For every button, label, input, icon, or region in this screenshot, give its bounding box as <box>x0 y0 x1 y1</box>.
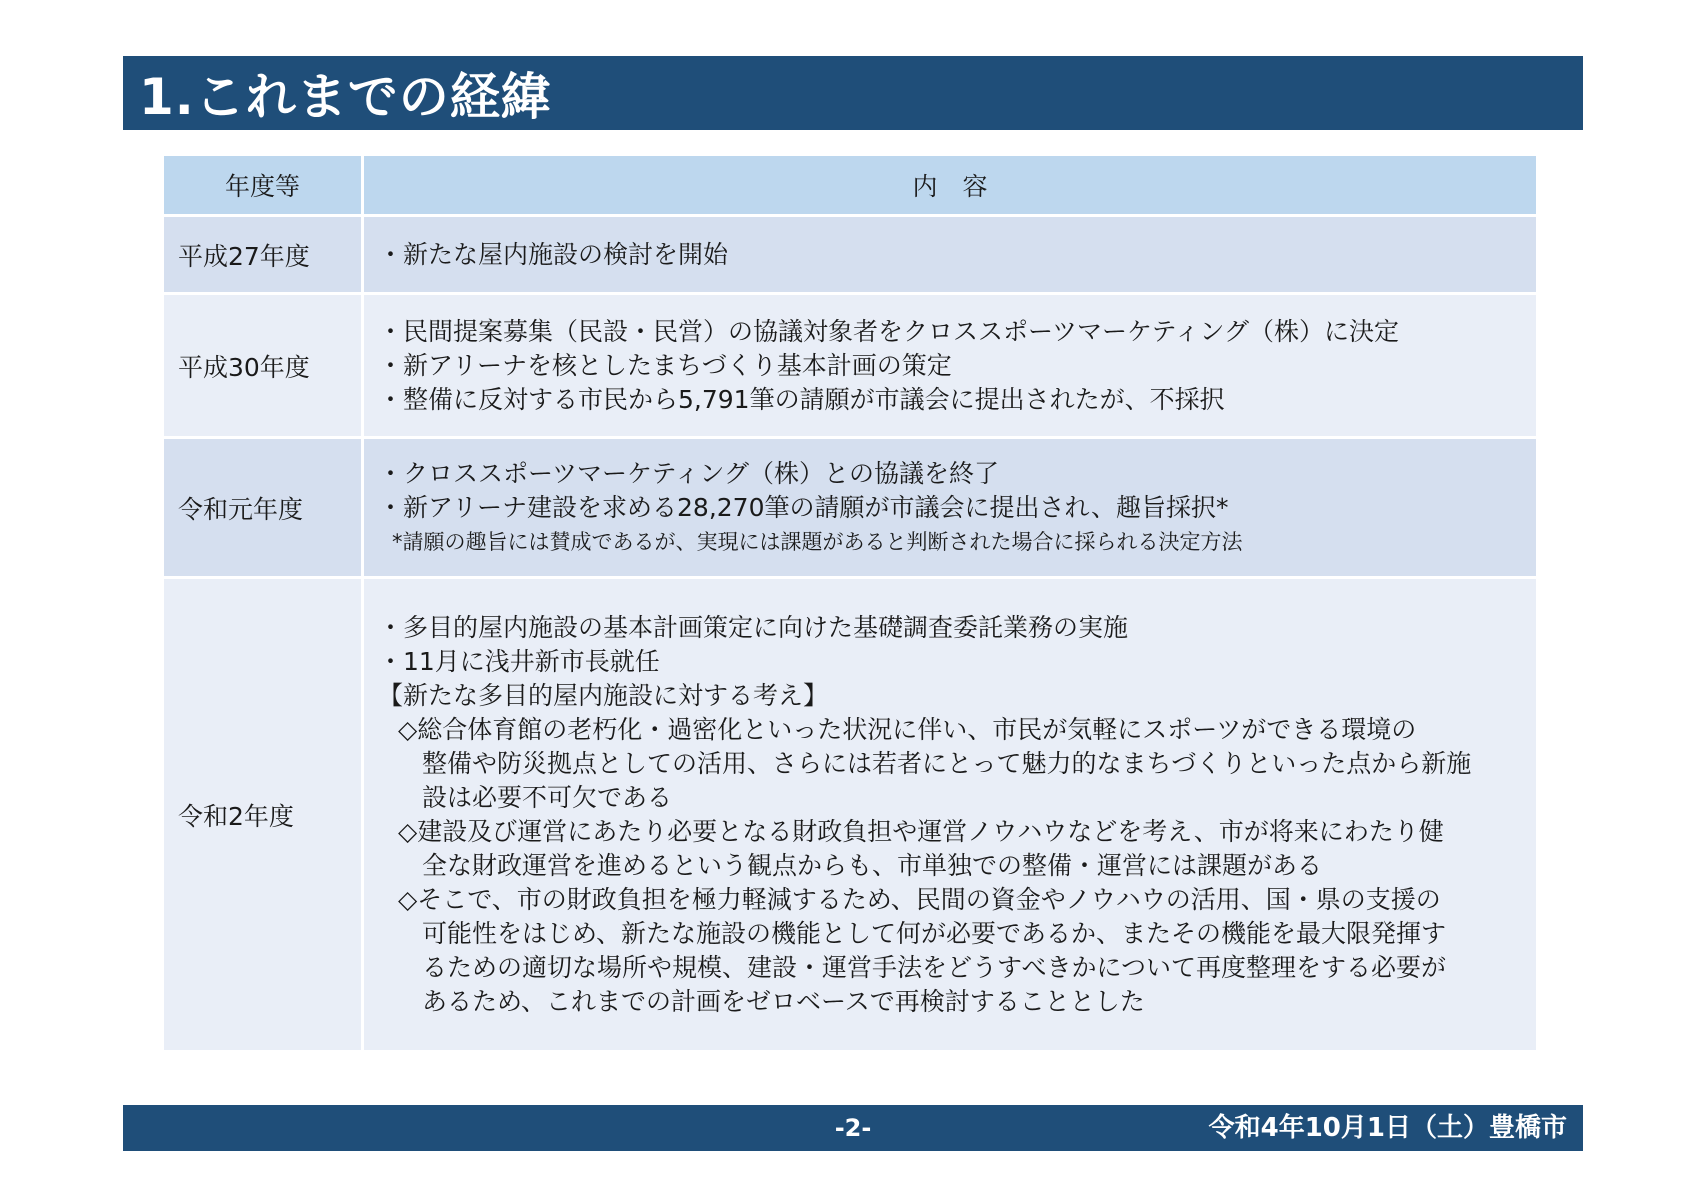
footer-bar <box>123 1105 1583 1151</box>
content-cell <box>363 294 1538 438</box>
year-cell: 令和元年度 <box>163 438 363 578</box>
header-year: 年度等 <box>163 155 363 216</box>
content-line: ・新たな屋内施設の検討を開始 <box>378 239 729 269</box>
content-line: ・整備に反対する市民から5,791筆の請願が市議会に提出されたが、不採択 <box>378 384 1225 414</box>
bullet-continuation: るための適切な場所や規模、建設・運営手法をどうすべきかについて再度整理をする必要が <box>422 952 1447 982</box>
content-cell <box>363 578 1538 1052</box>
page-title: 1.これまでの経緯 <box>139 68 552 126</box>
table-row <box>163 216 1538 294</box>
content-cell <box>363 216 1538 294</box>
bullet-line: ◇建設及び運営にあたり必要となる財政負担や運営ノウハウなどを考え、市が将来にわたり健 <box>398 816 1444 846</box>
content-line: ・クロススポーツマーケティング（株）との協議を終了 <box>378 458 1000 488</box>
bullet-continuation: 整備や防災拠点としての活用、さらには若者にとって魅力的なまちづくりといった点から新施 <box>422 748 1472 778</box>
table-row <box>163 438 1538 578</box>
bullet-continuation: 可能性をはじめ、新たな施設の機能として何が必要であるか、またその機能を最大限発揮す <box>422 918 1447 948</box>
subheading: 【新たな多目的屋内施設に対する考え】 <box>378 680 829 710</box>
table-row <box>163 578 1538 1052</box>
content-line: ・民間提案募集（民設・民営）の協議対象者をクロススポーツマーケティング（株）に決定 <box>378 316 1400 346</box>
footer-date: 令和4年10月1日（土）豊橋市 <box>1208 1113 1567 1143</box>
content-line: ・多目的屋内施設の基本計画策定に向けた基礎調査委託業務の実施 <box>378 612 1129 642</box>
content-cell <box>363 438 1538 578</box>
bullet-continuation: 設は必要不可欠である <box>422 782 673 812</box>
year-cell: 令和2年度 <box>163 578 363 1052</box>
year-cell: 平成30年度 <box>163 294 363 438</box>
title-bar <box>123 56 1583 130</box>
bullet-continuation: あるため、これまでの計画をゼロベースで再検討することとした <box>422 986 1145 1016</box>
bullet-line: ◇総合体育館の老朽化・過密化といった状況に伴い、市民が気軽にスポーツができる環境の <box>398 714 1417 744</box>
table-header-row <box>163 155 1538 216</box>
year-cell: 平成27年度 <box>163 216 363 294</box>
content-line: ・11月に浅井新市長就任 <box>378 646 660 676</box>
footnote: *請願の趣旨には賛成であるが、実現には課題があると判断された場合に採られる決定方法 <box>392 529 1243 554</box>
header-content: 内 容 <box>363 155 1538 216</box>
bullet-line: ◇そこで、市の財政負担を極力軽減するため、民間の資金やノウハウの活用、国・県の支援の <box>398 884 1441 914</box>
table-row <box>163 294 1538 438</box>
bullet-continuation: 全な財政運営を進めるという観点からも、市単独での整備・運営には課題がある <box>422 850 1323 880</box>
page-number: -2- <box>834 1114 872 1142</box>
content-line: ・新アリーナを核としたまちづくり基本計画の策定 <box>378 350 952 380</box>
history-table <box>161 153 1539 1053</box>
content-line: ・新アリーナ建設を求める28,270筆の請願が市議会に提出され、趣旨採択* <box>378 492 1229 522</box>
